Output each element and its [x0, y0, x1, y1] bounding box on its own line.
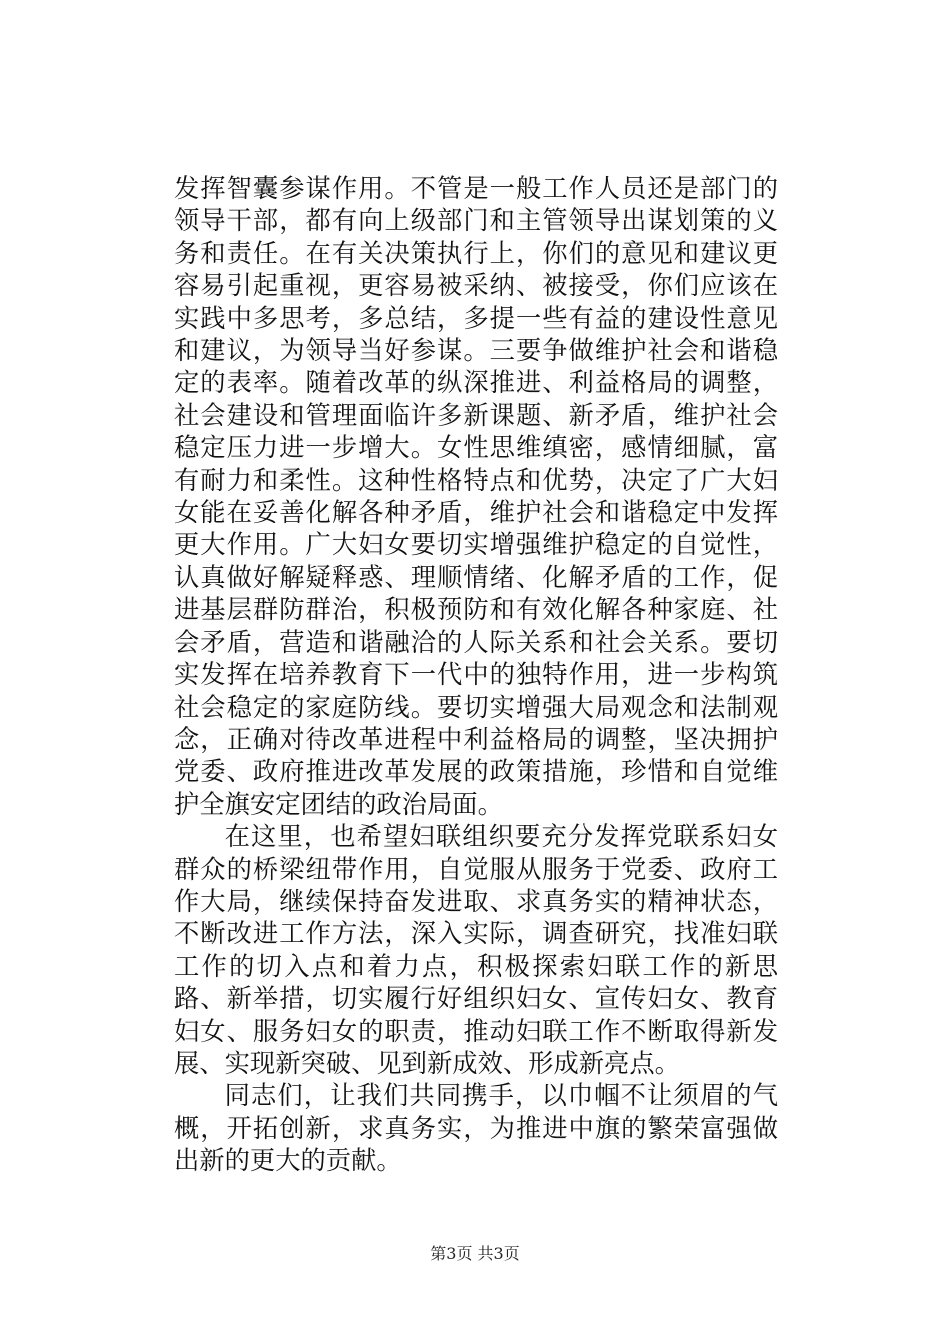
paragraph-2: 在这里，也希望妇联组织要充分发挥党联系妇女群众的桥梁纽带作用，自觉服从服务于党委、政府工作大局，继续保持奋发进取、求真务实的精神状态，不断改进工作方法，深入实际，调查研究，找准妇联工作的切入点和着力点，积极探索妇联工作的新思路、新举措，切实履行好组织妇女、宣传妇女、教育妇女、服务妇女的职责，推动妇联工作不断取得新发展、实现新突破、见到新成效、形成新亮点。	[174, 822, 778, 1078]
page-footer: 第3页 共3页	[430, 1244, 520, 1263]
paragraph-3: 同志们，让我们共同携手，以巾帼不让须眉的气概，开拓创新，求真务实，为推进中旗的繁荣富强做出新的更大的贡献。	[174, 1081, 778, 1176]
body-text	[174, 173, 778, 1178]
paragraph-1: 发挥智囊参谋作用。不管是一般工作人员还是部门的领导干部，都有向上级部门和主管领导出谋划策的义务和责任。在有关决策执行上，你们的意见和建议更容易引起重视，更容易被采纳、被接受，你们应该在实践中多思考，多总结，多提一些有益的建设性意见和建议，为领导当好参谋。三要争做维护社会和谐稳定的表率。随着改革的纵深推进、利益格局的调整，社会建设和管理面临许多新课题、新矛盾，维护社会稳定压力进一步增大。女性思维缜密，感情细腻，富有耐力和柔性。这种性格特点和优势，决定了广大妇女能在妥善化解各种矛盾，维护社会和谐稳定中发挥更大作用。广大妇女要切实增强维护稳定的自觉性，认真做好解疑释惑、理顺情绪、化解矛盾的工作，促进基层群防群治，积极预防和有效化解各种家庭、社会矛盾，营造和谐融洽的人际关系和社会关系。要切实发挥在培养教育下一代中的独特作用，进一步构筑社会稳定的家庭防线。要切实增强大局观念和法制观念，正确对待改革进程中利益格局的调整，坚决拥护党委、政府推进改革发展的政策措施，珍惜和自觉维护全旗安定团结的政治局面。	[174, 174, 778, 819]
